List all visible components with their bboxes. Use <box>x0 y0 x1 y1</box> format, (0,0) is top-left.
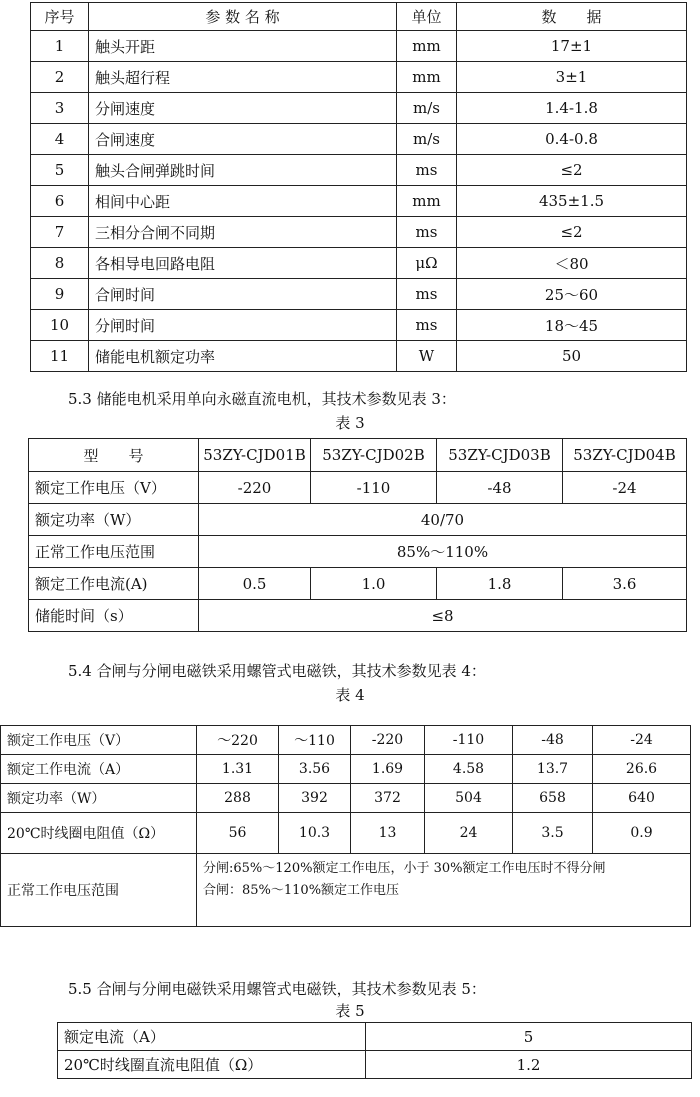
value-cell: ～220 <box>197 726 279 755</box>
value-cell: 17±1 <box>457 31 687 62</box>
unit-cell: ms <box>397 217 457 248</box>
voltage-range-cell <box>197 854 691 927</box>
value-cell: 25～60 <box>457 279 687 310</box>
value-cell: -24 <box>593 726 691 755</box>
parameters-table <box>30 2 687 372</box>
value-cell: 56 <box>197 813 279 854</box>
table-row <box>1 854 691 927</box>
row-label: 额定工作电流（A） <box>1 755 197 784</box>
param-name-cell: 三相分合闸不同期 <box>89 217 397 248</box>
value-cell: ≤2 <box>457 217 687 248</box>
row-label: 额定功率（W） <box>29 504 199 536</box>
electromagnet-parameters-table <box>0 725 691 927</box>
value-cell: 3.6 <box>563 568 687 600</box>
param-name-cell: 触头开距 <box>89 31 397 62</box>
table-row <box>31 186 687 217</box>
seq-cell: 6 <box>31 186 89 217</box>
param-name-cell: 分闸时间 <box>89 310 397 341</box>
row-label: 正常工作电压范围 <box>29 536 199 568</box>
close-range-line: 合闸：85%～110%额定工作电压 <box>203 883 400 898</box>
table-row <box>1 726 691 755</box>
param-name-cell: 储能电机额定功率 <box>89 341 397 372</box>
param-name-cell: 分闸速度 <box>89 93 397 124</box>
model-cell: 53ZY-CJD03B <box>437 439 563 472</box>
row-label: 20℃时线圈直流电阻值（Ω） <box>58 1051 366 1079</box>
value-cell: 13.7 <box>513 755 593 784</box>
table-row <box>31 248 687 279</box>
param-name-cell: 各相导电回路电阻 <box>89 248 397 279</box>
value-cell: 392 <box>279 784 351 813</box>
value-cell: 3.5 <box>513 813 593 854</box>
value-cell: 85%～110% <box>199 536 687 568</box>
unit-cell: m/s <box>397 124 457 155</box>
value-cell: ≤2 <box>457 155 687 186</box>
param-name-cell: 触头超行程 <box>89 62 397 93</box>
table-header-row <box>31 3 687 31</box>
table-row <box>31 341 687 372</box>
value-cell: 26.6 <box>593 755 691 784</box>
table-row <box>29 472 687 504</box>
value-cell: 372 <box>351 784 425 813</box>
value-cell: 40/70 <box>199 504 687 536</box>
value-cell: -110 <box>425 726 513 755</box>
value-cell: ≤8 <box>199 600 687 632</box>
header-cell: 参 数 名 称 <box>89 3 397 31</box>
value-cell: 1.4-1.8 <box>457 93 687 124</box>
value-cell: 640 <box>593 784 691 813</box>
row-label: 20℃时线圈电阻值（Ω） <box>1 813 197 854</box>
value-cell: 0.4-0.8 <box>457 124 687 155</box>
row-label: 储能时间（s） <box>29 600 199 632</box>
row-label: 额定工作电压（V） <box>29 472 199 504</box>
header-cell: 数 据 <box>457 3 687 31</box>
seq-cell: 10 <box>31 310 89 341</box>
value-cell: ～110 <box>279 726 351 755</box>
value-cell: -220 <box>351 726 425 755</box>
open-range-line: 分闸:65%～120%额定工作电压，小于 30%额定工作电压时不得分闸 <box>203 861 606 876</box>
coil-parameters-table <box>57 1022 692 1079</box>
unit-cell: mm <box>397 186 457 217</box>
unit-cell: mm <box>397 31 457 62</box>
unit-cell: ms <box>397 155 457 186</box>
table-row <box>58 1051 692 1079</box>
value-cell: 1.31 <box>197 755 279 784</box>
row-label: 额定电流（A） <box>58 1023 366 1051</box>
row-label: 正常工作电压范围 <box>1 854 197 927</box>
param-name-cell: 合闸时间 <box>89 279 397 310</box>
unit-cell: ms <box>397 310 457 341</box>
row-label: 额定工作电流(A) <box>29 568 199 600</box>
param-name-cell: 合闸速度 <box>89 124 397 155</box>
table-4-caption: 表 4 <box>335 686 365 704</box>
value-cell: 1.8 <box>437 568 563 600</box>
table-row <box>29 600 687 632</box>
value-cell: -24 <box>563 472 687 504</box>
table-row <box>29 536 687 568</box>
motor-parameters-table <box>28 438 687 632</box>
table-5-caption: 表 5 <box>335 1002 365 1020</box>
table-row <box>29 504 687 536</box>
row-label: 额定工作电压（V） <box>1 726 197 755</box>
seq-cell: 1 <box>31 31 89 62</box>
seq-cell: 5 <box>31 155 89 186</box>
value-cell: -48 <box>513 726 593 755</box>
value-cell: 10.3 <box>279 813 351 854</box>
value-cell: 13 <box>351 813 425 854</box>
table-row <box>29 568 687 600</box>
param-name-cell: 触头合闸弹跳时间 <box>89 155 397 186</box>
table-row <box>31 279 687 310</box>
value-cell: -220 <box>199 472 311 504</box>
seq-cell: 11 <box>31 341 89 372</box>
model-header-cell: 型 号 <box>29 439 199 472</box>
model-cell: 53ZY-CJD04B <box>563 439 687 472</box>
value-cell: -110 <box>311 472 437 504</box>
unit-cell: μΩ <box>397 248 457 279</box>
value-cell: -48 <box>437 472 563 504</box>
table-row <box>1 784 691 813</box>
value-cell: 50 <box>457 341 687 372</box>
seq-cell: 9 <box>31 279 89 310</box>
seq-cell: 2 <box>31 62 89 93</box>
unit-cell: ms <box>397 279 457 310</box>
table-row <box>1 813 691 854</box>
value-cell: 0.9 <box>593 813 691 854</box>
section-5-5-text: 5.5 合闸与分闸电磁铁采用螺管式电磁铁，其技术参数见表 5： <box>68 980 486 998</box>
value-cell: 0.5 <box>199 568 311 600</box>
section-5-4-text: 5.4 合闸与分闸电磁铁采用螺管式电磁铁，其技术参数见表 4： <box>68 662 486 680</box>
value-cell: 288 <box>197 784 279 813</box>
seq-cell: 7 <box>31 217 89 248</box>
value-cell: 1.2 <box>366 1051 692 1079</box>
value-cell: 4.58 <box>425 755 513 784</box>
value-cell: 3±1 <box>457 62 687 93</box>
value-cell: 5 <box>366 1023 692 1051</box>
header-cell: 序号 <box>31 3 89 31</box>
model-cell: 53ZY-CJD01B <box>199 439 311 472</box>
row-label: 额定功率（W） <box>1 784 197 813</box>
table-header-row <box>29 439 687 472</box>
value-cell: 24 <box>425 813 513 854</box>
param-name-cell: 相间中心距 <box>89 186 397 217</box>
table-row <box>31 310 687 341</box>
seq-cell: 8 <box>31 248 89 279</box>
unit-cell: W <box>397 341 457 372</box>
table-row <box>31 155 687 186</box>
unit-cell: m/s <box>397 93 457 124</box>
value-cell: 1.69 <box>351 755 425 784</box>
table-3-caption: 表 3 <box>335 414 365 432</box>
table-row <box>31 217 687 248</box>
model-cell: 53ZY-CJD02B <box>311 439 437 472</box>
value-cell: 435±1.5 <box>457 186 687 217</box>
header-cell: 单位 <box>397 3 457 31</box>
seq-cell: 3 <box>31 93 89 124</box>
table-row <box>31 93 687 124</box>
value-cell: 658 <box>513 784 593 813</box>
value-cell: 3.56 <box>279 755 351 784</box>
table-row <box>31 31 687 62</box>
seq-cell: 4 <box>31 124 89 155</box>
table-row <box>31 62 687 93</box>
table-row <box>31 124 687 155</box>
table-row <box>1 755 691 784</box>
value-cell: 1.0 <box>311 568 437 600</box>
value-cell: ＜80 <box>457 248 687 279</box>
value-cell: 18～45 <box>457 310 687 341</box>
section-5-3-text: 5.3 储能电机采用单向永磁直流电机，其技术参数见表 3： <box>68 390 456 408</box>
value-cell: 504 <box>425 784 513 813</box>
table-row <box>58 1023 692 1051</box>
unit-cell: mm <box>397 62 457 93</box>
